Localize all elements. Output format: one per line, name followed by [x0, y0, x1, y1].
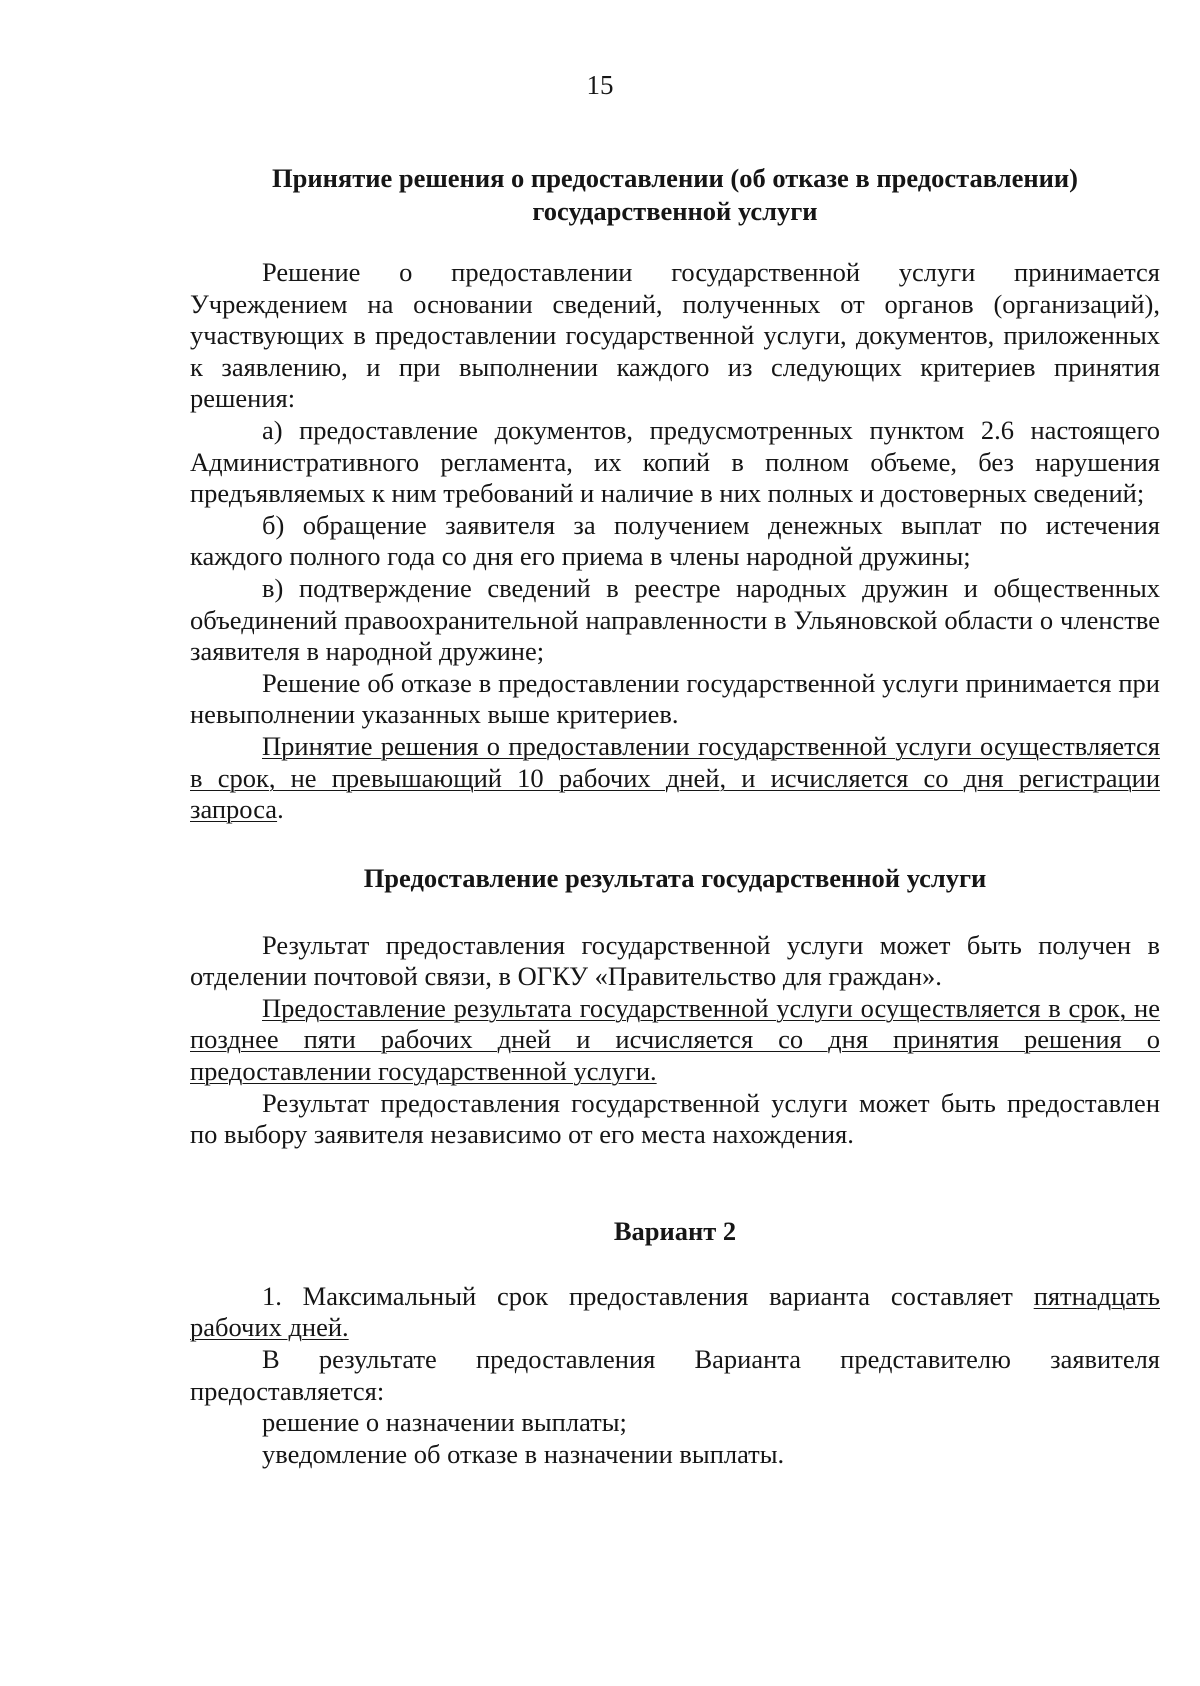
section1-paragraph-a: а) предоставление документов, предусмотренных пунктом 2.6 настоящего Административного регламента, их копий в полном объеме, без нарушения предъявляемых к ним требований и наличие в них полных и достоверных сведений;: [190, 414, 1160, 509]
section1-paragraph-1: Решение о предоставлении государственной услуги принимается Учреждением на основании сведений, полученных от органов (организаций), участвующих в предоставлении государственной услуги, документов, приложенных к заявлению, и при выполнении каждого из следующих критериев принятия решения:: [190, 257, 1160, 414]
section1-paragraph-b: б) обращение заявителя за получением денежных выплат по истечения каждого полного года со дня его приема в члены народной дружины;: [190, 509, 1160, 572]
section3-title: Вариант 2: [613, 1215, 737, 1246]
section1-title-line1: Принятие решения о предоставлении (об отказе в предоставлении): [272, 163, 1078, 193]
section2-deadline-underlined: Предоставление результата государственной услуги осуществляется в срок, не позднее пяти рабочих дней и исчисляется со дня принятия решения о предоставлении государственной услуги.: [190, 992, 1160, 1087]
section3-paragraph-2: В результате предоставления Варианта представителю заявителя предоставляется:: [190, 1344, 1160, 1406]
section2-title: Предоставление результата государственной услуги: [363, 862, 987, 893]
section2-deadline-paragraph: [190, 993, 1160, 1088]
section1-deadline-paragraph: [190, 731, 1160, 826]
section1-title-line2: государственной услуги: [532, 196, 818, 226]
section3-paragraph-1-text: 1. Максимальный срок предоставления варианта составляет: [262, 1280, 1034, 1311]
document-body: [190, 162, 1160, 1470]
section3-list-item-1: решение о назначении выплаты;: [262, 1407, 627, 1438]
section3-paragraph-1-underlined: пятнадцать рабочих дней.: [190, 1280, 1160, 1343]
section2-paragraph-1: Результат предоставления государственной услуги может быть получен в отделении почтовой связи, в ОГКУ «Правительство для граждан».: [190, 929, 1160, 992]
section3-paragraph-1: [190, 1281, 1160, 1344]
section3-list-item-2: уведомление об отказе в назначении выплаты.: [262, 1438, 785, 1469]
section1-deadline-end: .: [277, 794, 284, 825]
page-number: 15: [586, 70, 614, 100]
section1-paragraph-v: в) подтверждение сведений в реестре народных дружин и общественных объединений правоохранительной направленности в Ульяновской области о членстве заявителя в народной дружине;: [190, 572, 1160, 667]
section1-deadline-underlined: Принятие решения о предоставлении государственной услуги осуществляется в срок, не превышающий 10 рабочих дней, и исчисляется со дня регистрации запроса: [190, 730, 1160, 825]
section2-paragraph-3: Результат предоставления государственной услуги может быть предоставлен по выбору заявителя независимо от его места нахождения.: [190, 1087, 1160, 1150]
section1-paragraph-refusal: Решение об отказе в предоставлении государственной услуги принимается при невыполнении указанных выше критериев.: [190, 667, 1160, 730]
